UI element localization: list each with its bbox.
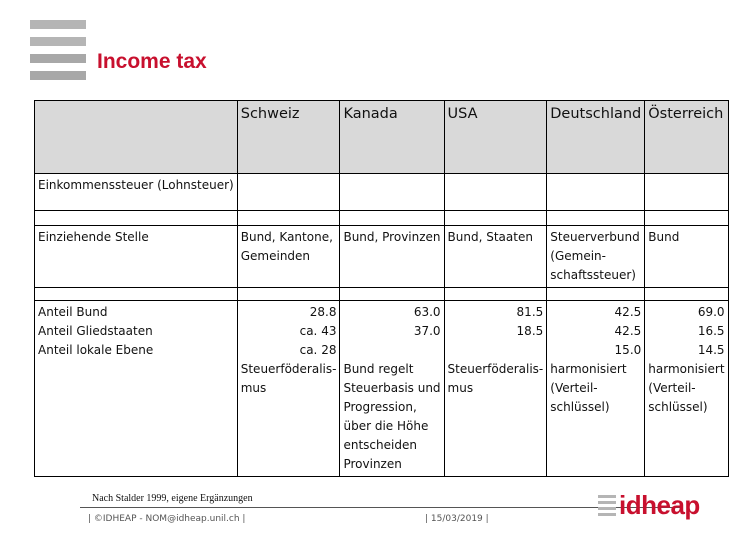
cell-usa xyxy=(444,301,547,477)
header-kanada: Kanada xyxy=(340,101,444,174)
value xyxy=(448,341,544,360)
value: 42.5 xyxy=(614,305,642,319)
logo-bars-icon xyxy=(598,495,616,516)
note: harmonisiert (Verteil-schlüssel) xyxy=(550,362,627,414)
value: 28.8 xyxy=(309,305,337,319)
header-empty xyxy=(35,101,238,174)
note: harmonisiert (Verteil-schlüssel) xyxy=(648,362,725,414)
anteil-bund-label: Anteil Bund xyxy=(38,305,108,319)
footer-copyright: | ©IDHEAP - NOM@idheap.unil.ch | xyxy=(88,514,246,524)
value: 14.5 xyxy=(697,343,725,357)
anteil-lokal-label: Anteil lokale Ebene xyxy=(38,343,154,357)
note: Bund regelt Steuerbasis und Progression, über die Höhe entscheiden Provinzen xyxy=(343,362,441,471)
cell-oesterreich: Bund xyxy=(645,226,728,288)
note: Steuerföderalis-mus xyxy=(240,362,337,395)
value: 15.0 xyxy=(614,343,642,357)
header-deutschland: Deutschland xyxy=(547,101,645,174)
header-oesterreich: Österreich xyxy=(645,101,728,174)
anteil-gliedstaaten-label: Anteil Gliedstaaten xyxy=(38,324,153,338)
value: 16.5 xyxy=(697,324,725,338)
table-row xyxy=(35,301,729,477)
table-row xyxy=(35,211,729,226)
decorative-bars xyxy=(30,20,86,88)
value: 81.5 xyxy=(516,305,544,319)
table-row xyxy=(35,288,729,301)
cell-oesterreich xyxy=(645,301,728,477)
value xyxy=(343,341,440,360)
table-row xyxy=(35,174,729,211)
cell-deutschland xyxy=(547,301,645,477)
value: 42.5 xyxy=(614,324,642,338)
page-title: Income tax xyxy=(97,50,207,73)
income-tax-table xyxy=(34,100,729,477)
source-note: Nach Stalder 1999, eigene Ergänzungen xyxy=(92,493,253,504)
cell-usa: Bund, Staaten xyxy=(444,226,547,288)
logo-text: idheap xyxy=(619,490,700,520)
cell-kanada xyxy=(340,301,444,477)
cell-schweiz xyxy=(237,301,340,477)
header-schweiz: Schweiz xyxy=(237,101,340,174)
note: Steuerföderalis-mus xyxy=(447,362,544,395)
footer-date: | 15/03/2019 | xyxy=(425,514,489,524)
row-label-anteil xyxy=(35,301,238,477)
value: ca. 28 xyxy=(299,343,337,357)
row-label-einkommenssteuer: Einkommenssteuer (Lohnsteuer) xyxy=(35,174,238,211)
header-usa: USA xyxy=(444,101,547,174)
cell-deutschland: Steuerverbund (Gemein-schaftssteuer) xyxy=(547,226,645,288)
value: 37.0 xyxy=(413,324,441,338)
value: 63.0 xyxy=(413,305,441,319)
row-label-einziehende: Einziehende Stelle xyxy=(35,226,238,288)
table-row xyxy=(35,226,729,288)
cell-kanada: Bund, Provinzen xyxy=(340,226,444,288)
value: 69.0 xyxy=(697,305,725,319)
value: ca. 43 xyxy=(299,324,337,338)
cell-schweiz: Bund, Kantone, Gemeinden xyxy=(237,226,340,288)
table-header-row xyxy=(35,101,729,174)
footer-divider xyxy=(80,507,680,508)
idheap-logo xyxy=(598,490,700,521)
value: 18.5 xyxy=(516,324,544,338)
